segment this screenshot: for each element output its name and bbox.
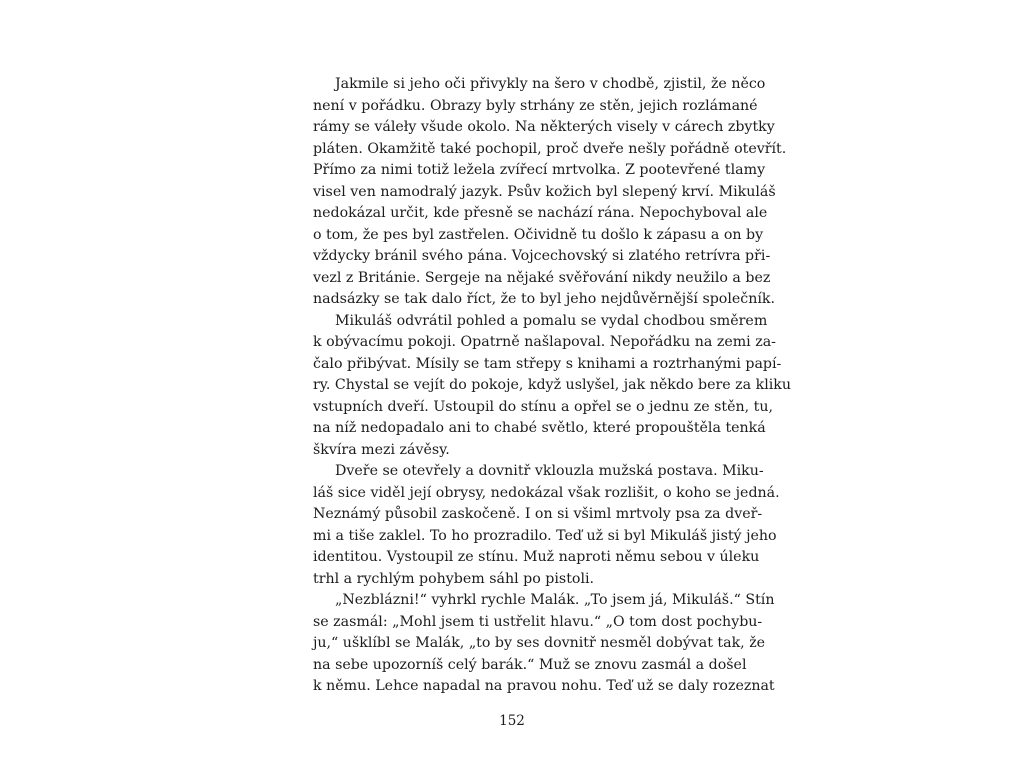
text-line: vždycky bránil svého pána. Vojcechovský si zlatého retrívra při- — [313, 248, 771, 264]
text-line: láš sice viděl její obrysy, nedokázal však rozlišit, o koho se jedná. — [313, 484, 780, 501]
text-line: nadsázky se tak dalo říct, že to byl jeho nejdůvěrnější společník. — [313, 291, 776, 307]
paragraph-1 — [313, 74, 787, 311]
paragraph-3 — [313, 461, 780, 590]
text-line: nedokázal určit, kde přesně se nachází rána. Nepochyboval ale — [313, 205, 768, 221]
text-line: rámy se váleły všude okolo. Na některých visely v cárech zbytky — [313, 119, 775, 135]
text-line: se zasmál: „Mohl jsem ti ustřelit hlavu.“ „O tom dost pochybu- — [313, 613, 763, 630]
page-number: 152 — [499, 713, 525, 729]
text-line: trhl a rychlým pohybem sáhl po pistoli. — [313, 570, 595, 587]
text-line: pláten. Okamžitě také pochopil, proč dveře nešly pořádně otevřít. — [313, 140, 787, 157]
text-line: Dveře se otevřely a dovnitř vklouzla mužská postava. Miku- — [335, 463, 764, 479]
text-line: ju,“ ušklíbl se Malák, „to by ses dovnitř nesměl dobývat tak, že — [313, 635, 766, 651]
text-line: ry. Chystal se vejít do pokoje, když uslyšel, jak někdo bere za kliku — [313, 377, 792, 393]
text-line: visel ven namodralý jazyk. Psův kožich byl slepený krví. Mikuláš — [313, 183, 776, 200]
text-line: na sebe upozorníš celý barák.“ Muž se znovu zasmál a došel — [313, 656, 747, 673]
text-line: o tom, že pes byl zastřelen. Očividně tu došlo k zápasu a on by — [313, 226, 764, 243]
text-line: „Nezblázni!“ vyhrkl rychle Malák. „To jsem já, Mikuláš.“ Stín — [335, 592, 775, 608]
text-line: Neznámý působil zaskočeně. I on si všiml mrtvoly psa za dveř- — [313, 506, 763, 522]
body-text — [313, 74, 792, 698]
text-line: není v pořádku. Obrazy byly strhány ze stěn, jejich rozlámané — [313, 97, 758, 114]
text-line: identitou. Vystoupil ze stínu. Muž naproti němu sebou v úleku — [313, 549, 760, 565]
text-line: škvíra mezi závěsy. — [313, 441, 450, 458]
text-line: Jakmile si jeho oči přivykly na šero v chodbě, zjistil, že něco — [335, 76, 766, 92]
text-line: na níž nedopadalo ani to chabé světlo, které propouštěla tenká — [313, 420, 766, 436]
text-line: k obývacímu pokoji. Opatrně našlapoval. Nepořádku na zemi za- — [313, 334, 776, 350]
text-line: vstupních dveří. Ustoupil do stínu a opřel se o jednu ze stěn, tu, — [313, 398, 774, 415]
text-line: Mikuláš odvrátil pohled a pomalu se vydal chodbou směrem — [335, 312, 768, 329]
paragraph-4 — [313, 590, 775, 698]
text-line: Přímo za nimi totiž ležela zvířecí mrtvolka. Z pootevřené tlamy — [313, 162, 766, 178]
paragraph-2 — [313, 311, 792, 462]
text-line: čalo přibývat. Mísily se tam střepy s knihami a roztrhanými papí- — [313, 355, 782, 372]
text-line: k němu. Lehce napadal na pravou nohu. Teď už se daly rozeznat — [313, 678, 775, 694]
text-line: vezl z Británie. Sergeje na nějaké svěřování nikdy neužilo a bez — [313, 269, 771, 286]
text-line: mi a tiše zaklel. To ho prozradilo. Teď už si byl Mikuláš jistý jeho — [313, 527, 777, 544]
